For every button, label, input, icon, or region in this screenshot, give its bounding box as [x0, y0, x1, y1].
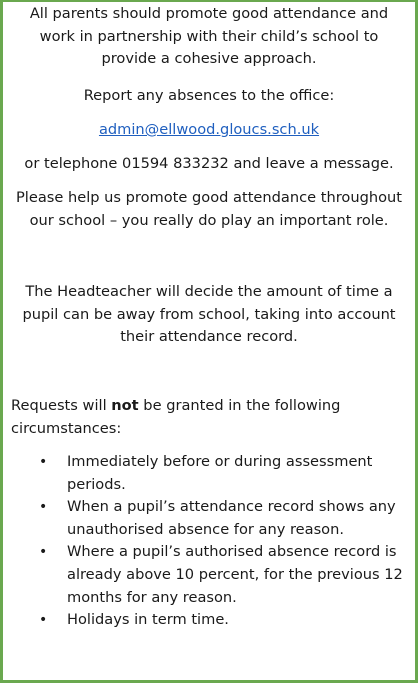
headteacher-paragraph: The Headteacher will decide the amount of time a pupil can be away from school, taking into account their attendance record.	[22, 283, 396, 346]
email-paragraph	[3, 119, 415, 142]
email-link[interactable]: admin@ellwood.gloucs.sch.uk	[98, 121, 320, 138]
circumstances-list	[3, 451, 413, 632]
telephone-text: or telephone 01594 833232 and leave a message.	[24, 155, 394, 172]
help-paragraph: Please help us promote good attendance throughout our school – you really do play an important role.	[15, 189, 402, 229]
requests-paragraph	[11, 395, 371, 440]
intro-paragraph: All parents should promote good attendance and work in partnership with their child’s school to provide a cohesive approach.	[29, 5, 389, 68]
list-item	[3, 451, 407, 496]
list-item-text: Where a pupil’s authorised absence record is already above 10 percent, for the previous 12 months for any reason.	[67, 543, 403, 606]
bullet-icon: •	[39, 499, 48, 516]
list-item-text: Immediately before or during assessment periods.	[67, 453, 373, 493]
list-item	[3, 496, 407, 541]
list-item-text: Holidays in term time.	[67, 611, 229, 629]
list-item-text: When a pupil’s attendance record shows any unauthorised absence for any reason.	[67, 498, 396, 538]
bullet-icon: •	[39, 544, 48, 561]
bullet-icon: •	[39, 612, 48, 629]
list-item	[3, 541, 407, 609]
bullet-icon: •	[39, 454, 48, 470]
requests-text-before: Requests will	[11, 397, 112, 414]
list-item	[3, 609, 407, 632]
requests-text-after: be granted in the following circumstances:	[11, 397, 341, 437]
report-absences-text: Report any absences to the office:	[83, 87, 335, 104]
requests-text-bold: not	[111, 397, 139, 414]
